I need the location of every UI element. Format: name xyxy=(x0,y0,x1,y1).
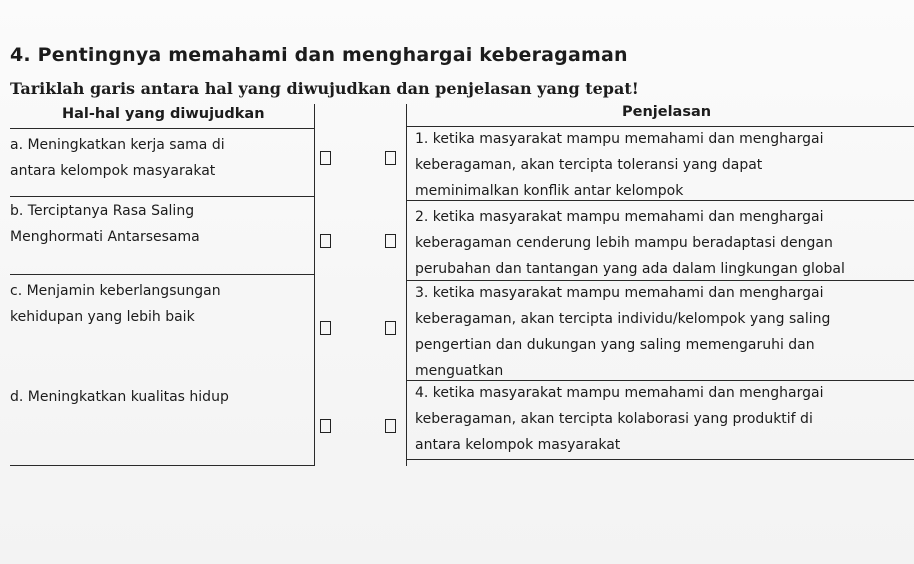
left-item-c-line-2: kehidupan yang lebih baik xyxy=(10,309,195,325)
right-item-1-line-3: meminimalkan konflik antar kelompok xyxy=(415,183,684,199)
left-item-d xyxy=(10,384,310,410)
left-table-bottom xyxy=(10,465,315,466)
left-row-divider-2 xyxy=(10,274,315,275)
left-item-c-line-1: c. Menjamin keberlangsungan xyxy=(10,283,221,299)
left-column-header: Hal-hal yang diwujudkan xyxy=(62,106,265,122)
right-item-3-line-2: keberagaman, akan tercipta individu/kelompok yang saling xyxy=(415,311,831,327)
question-instruction: Tariklah garis antara hal yang diwujudkan dan penjelasan yang tepat! xyxy=(10,79,639,98)
right-item-2-line-1: 2. ketika masyarakat mampu memahami dan menghargai xyxy=(415,209,824,225)
right-connector-box-2[interactable] xyxy=(385,234,396,248)
right-item-3-line-4: menguatkan xyxy=(415,363,504,379)
left-connector-box-a[interactable] xyxy=(320,151,331,165)
right-table-bottom xyxy=(406,459,914,460)
left-item-d-line-1: d. Meningkatkan kualitas hidup xyxy=(10,389,229,405)
right-item-2-line-3: perubahan dan tantangan yang ada dalam lingkungan global xyxy=(415,261,845,277)
left-item-b-line-2: Menghormati Antarsesama xyxy=(10,229,200,245)
left-item-b xyxy=(10,198,310,250)
right-item-3 xyxy=(415,280,910,384)
right-item-2 xyxy=(415,204,910,282)
left-item-a xyxy=(10,132,310,184)
right-item-3-line-1: 3. ketika masyarakat mampu memahami dan menghargai xyxy=(415,285,824,301)
left-item-a-line-2: antara kelompok masyarakat xyxy=(10,163,216,179)
left-item-b-line-1: b. Terciptanya Rasa Saling xyxy=(10,203,195,219)
right-item-2-line-2: keberagaman cenderung lebih mampu beradaptasi dengan xyxy=(415,235,833,251)
right-item-4-line-1: 4. ketika masyarakat mampu memahami dan menghargai xyxy=(415,385,824,401)
right-connector-box-3[interactable] xyxy=(385,321,396,335)
left-connector-box-c[interactable] xyxy=(320,321,331,335)
left-connector-box-b[interactable] xyxy=(320,234,331,248)
question-title: 4. Pentingnya memahami dan menghargai keberagaman xyxy=(10,44,628,66)
left-table-right-border xyxy=(314,104,315,466)
left-header-divider xyxy=(10,128,315,129)
right-item-3-line-3: pengertian dan dukungan yang saling memengaruhi dan xyxy=(415,337,815,353)
right-item-4-line-2: keberagaman, akan tercipta kolaborasi yang produktif di xyxy=(415,411,813,427)
right-item-1-line-2: keberagaman, akan tercipta toleransi yang dapat xyxy=(415,157,763,173)
left-item-a-line-1: a. Meningkatkan kerja sama di xyxy=(10,137,225,153)
left-item-c xyxy=(10,278,310,330)
right-item-4 xyxy=(415,380,910,458)
right-connector-box-1[interactable] xyxy=(385,151,396,165)
right-item-4-line-3: antara kelompok masyarakat xyxy=(415,437,621,453)
left-connector-box-d[interactable] xyxy=(320,419,331,433)
right-table-left-border xyxy=(406,104,407,466)
right-item-1-line-1: 1. ketika masyarakat mampu memahami dan menghargai xyxy=(415,131,824,147)
right-item-1 xyxy=(415,126,910,204)
right-column-header: Penjelasan xyxy=(622,104,712,120)
right-connector-box-4[interactable] xyxy=(385,419,396,433)
